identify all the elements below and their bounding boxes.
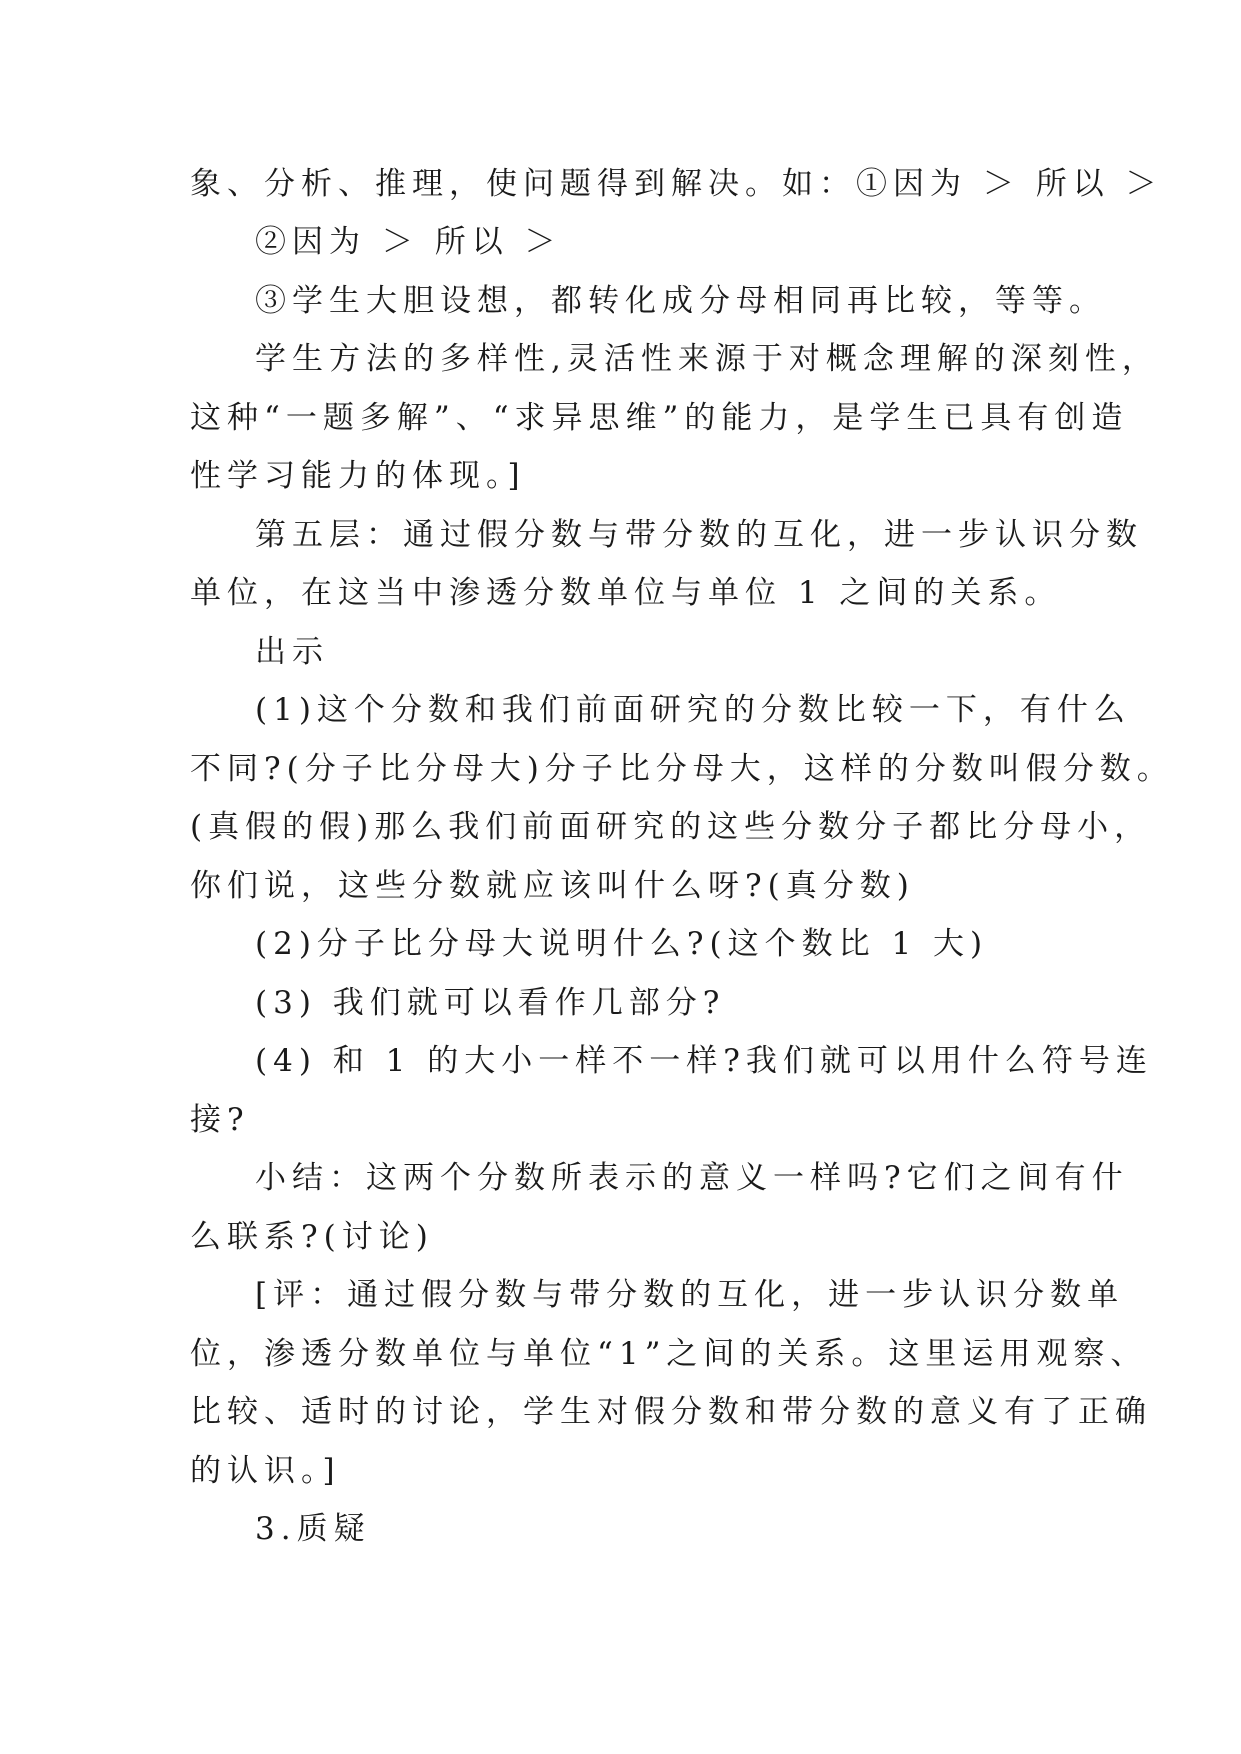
- paragraph-line: (4) 和 1 的大小一样不一样?我们就可以用什么符号连: [255, 1043, 1153, 1079]
- paragraph-line: 这种“一题多解”、“求异思维”的能力，是学生已具有创造: [190, 400, 1129, 436]
- paragraph-line: 接?: [190, 1102, 250, 1138]
- paragraph-line: (真假的假)那么我们前面研究的这些分数分子都比分母小，: [190, 809, 1152, 845]
- paragraph-line: 小结：这两个分数所表示的意义一样吗?它们之间有什: [255, 1160, 1129, 1196]
- paragraph-line: 比较、适时的讨论，学生对假分数和带分数的意义有了正确: [190, 1394, 1152, 1430]
- paragraph-line: 第五层：通过假分数与带分数的互化，进一步认识分数: [255, 517, 1143, 553]
- paragraph-line: ③学生大胆设想，都转化成分母相同再比较，等等。: [255, 283, 1106, 319]
- paragraph-line: 出示: [255, 634, 329, 670]
- paragraph-line: 性学习能力的体现。]: [190, 458, 526, 494]
- paragraph-line: 不同?(分子比分母大)分子比分母大，这样的分数叫假分数。: [190, 751, 1174, 787]
- paragraph-line: 么联系?(讨论): [190, 1219, 434, 1255]
- paragraph-line: (1)这个分数和我们前面研究的分数比较一下，有什么: [255, 692, 1131, 728]
- paragraph-line: ②因为 ＞ 所以 ＞: [255, 224, 562, 260]
- paragraph-line: 位，渗透分数单位与单位“1”之间的关系。这里运用观察、: [190, 1336, 1148, 1372]
- paragraph-line: (3) 我们就可以看作几部分?: [255, 985, 726, 1021]
- paragraph-line: 的认识。]: [190, 1453, 341, 1489]
- paragraph-line: [评：通过假分数与带分数的互化，进一步认识分数单: [255, 1277, 1125, 1313]
- paragraph-line: 象、分析、推理，使问题得到解决。如：①因为 ＞ 所以 ＞: [190, 166, 1163, 202]
- paragraph-line: 学生方法的多样性,灵活性来源于对概念理解的深刻性，: [255, 341, 1159, 377]
- paragraph-line: 你们说，这些分数就应该叫什么呀?(真分数): [190, 868, 915, 904]
- paragraph-line: 单位，在这当中渗透分数单位与单位 1 之间的关系。: [190, 575, 1062, 611]
- paragraph-line: (2)分子比分母大说明什么?(这个数比 1 大): [255, 926, 989, 962]
- section-heading: 3.质疑: [255, 1511, 371, 1547]
